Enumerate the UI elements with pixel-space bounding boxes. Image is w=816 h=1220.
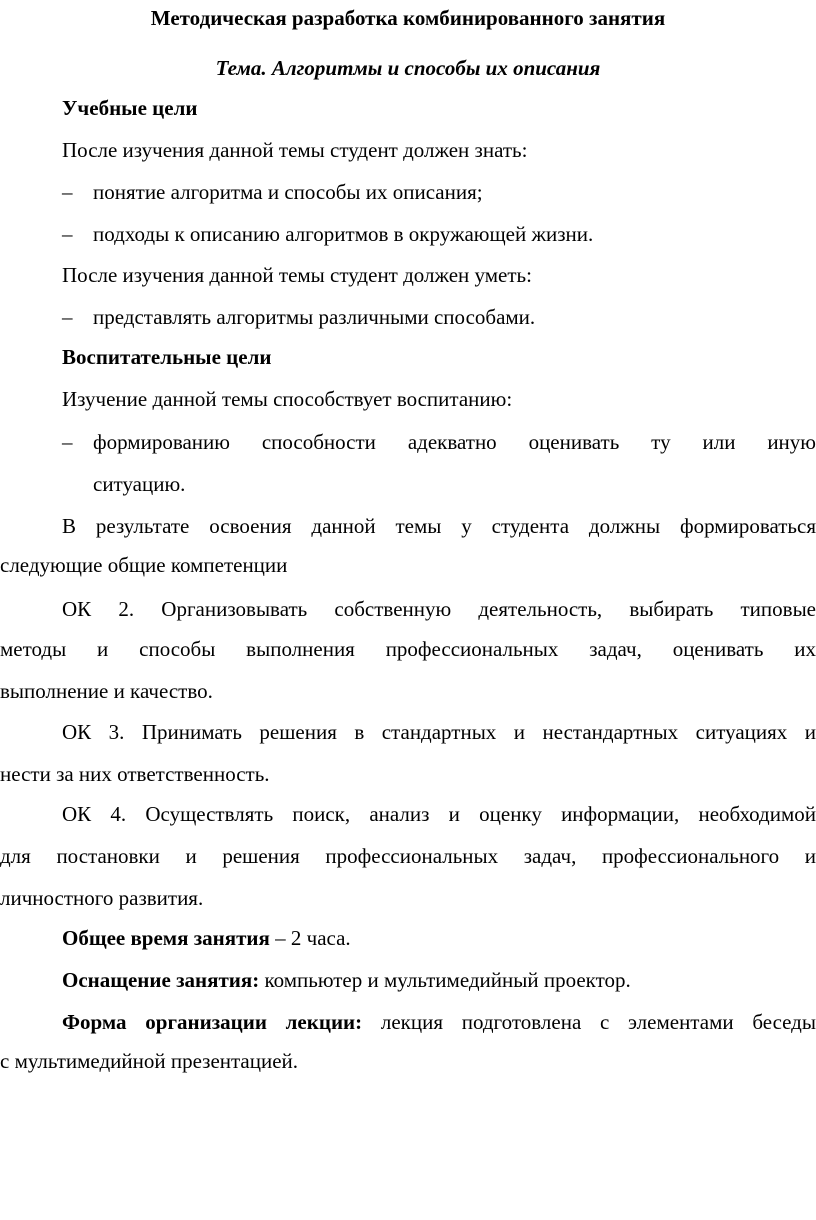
educational-intro: Изучение данной темы способствует воспитанию:	[62, 387, 513, 411]
know-item-2: подходы к описанию алгоритмов в окружающей жизни.	[93, 222, 594, 246]
ok3-line-2: нести за них ответственность.	[0, 762, 270, 786]
ok4-line-3: личностного развития.	[0, 886, 204, 910]
topic-heading: Тема. Алгоритмы и способы их описания	[215, 56, 601, 80]
ok2-line-3: выполнение и качество.	[0, 679, 213, 703]
educational-item-line-2: ситуацию.	[93, 472, 186, 496]
educational-goals-heading: Воспитательные цели	[62, 345, 272, 369]
document-title: Методическая разработка комбинированного занятия	[150, 6, 666, 30]
ok2-line-1: ОК 2. Организовывать собственную деятельность, выбирать типовые	[62, 597, 816, 621]
competencies-intro-line-2: следующие общие компетенции	[0, 553, 288, 577]
bullet-dash: –	[62, 430, 73, 454]
learning-goals-heading: Учебные цели	[62, 96, 198, 120]
equipment-label: Оснащение занятия:	[62, 968, 260, 992]
ok3-line-1: ОК 3. Принимать решения в стандартных и нестандартных ситуациях и	[62, 720, 816, 744]
total-time-label: Общее время занятия	[62, 926, 270, 950]
equipment-value: компьютер и мультимедийный проектор.	[259, 968, 631, 992]
can-item-1: представлять алгоритмы различными способами.	[93, 305, 536, 329]
ok4-line-2: для постановки и решения профессиональных задач, профессионального и	[0, 844, 816, 868]
educational-item-line-1: формированию способности адекватно оценивать ту или иную	[93, 430, 816, 454]
lecture-form-value: лекция подготовлена с элементами беседы	[362, 1010, 816, 1034]
can-intro: После изучения данной темы студент должен уметь:	[62, 263, 532, 287]
lecture-form-line-2: с мультимедийной презентацией.	[0, 1049, 299, 1073]
total-time	[62, 926, 351, 950]
competencies-intro-line-1: В результате освоения данной темы у студента должны формироваться	[62, 514, 816, 538]
know-item-1: понятие алгоритма и способы их описания;	[93, 180, 483, 204]
lecture-form-label: Форма организации лекции:	[62, 1010, 363, 1034]
bullet-dash: –	[62, 222, 73, 246]
lecture-form-line-1	[62, 1010, 816, 1034]
know-intro: После изучения данной темы студент должен знать:	[62, 138, 528, 162]
bullet-dash: –	[62, 305, 73, 329]
ok4-line-1: ОК 4. Осуществлять поиск, анализ и оценку информации, необходимой	[62, 802, 816, 826]
equipment	[62, 968, 631, 992]
ok2-line-2: методы и способы выполнения профессиональных задач, оценивать их	[0, 637, 816, 661]
bullet-dash: –	[62, 180, 73, 204]
total-time-value: – 2 часа.	[269, 926, 351, 950]
